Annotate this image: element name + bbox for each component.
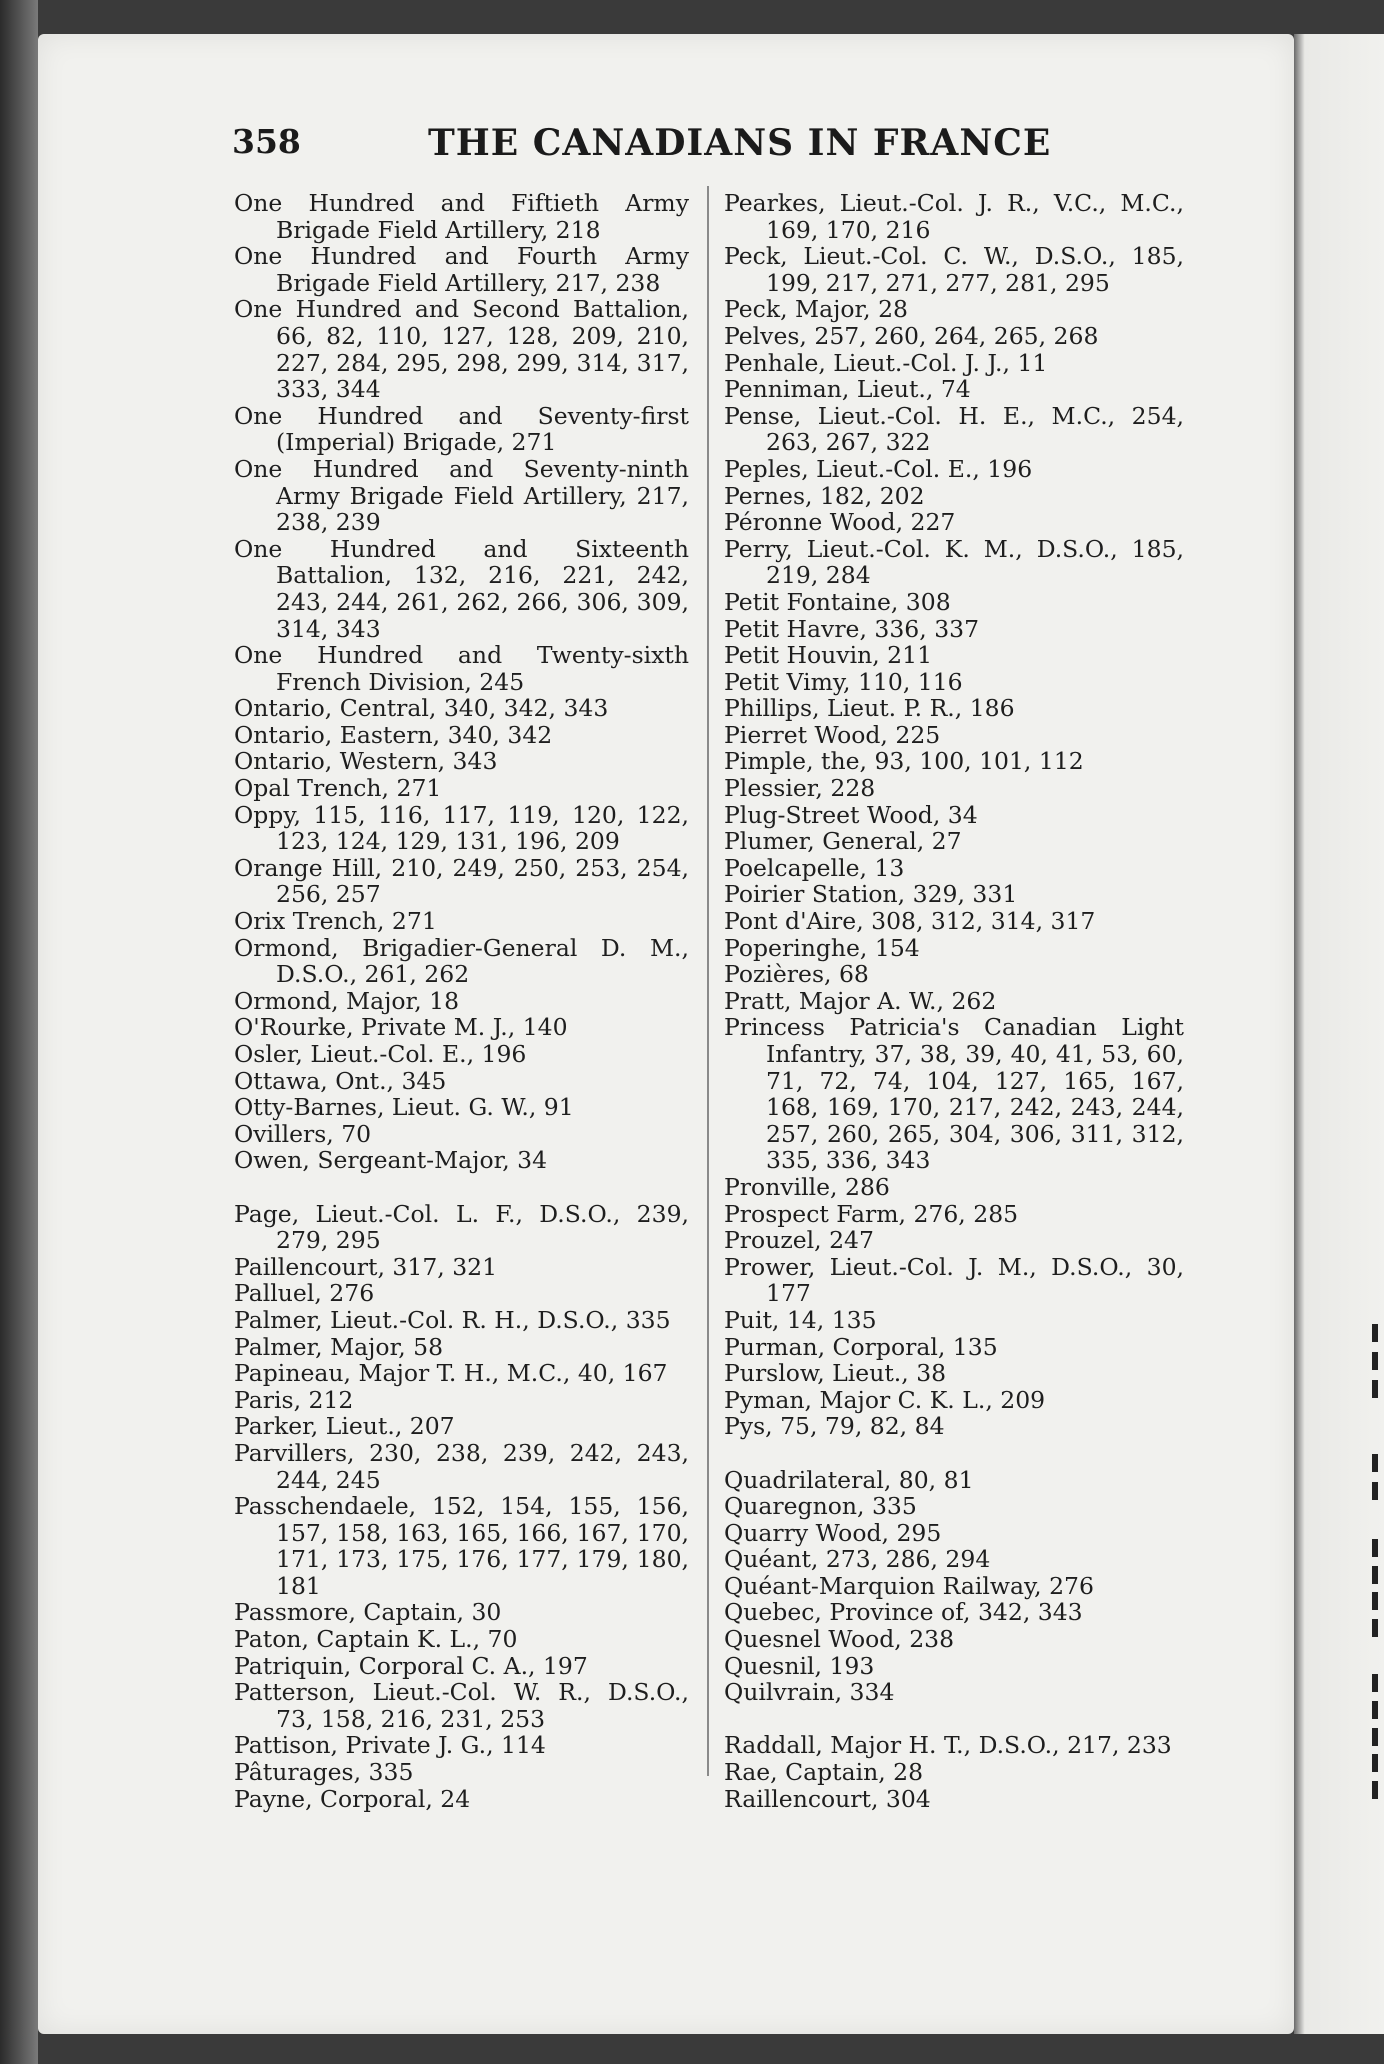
index-entry: Quarry Wood, 295 <box>724 1518 942 1547</box>
index-entry: Petit Havre, 336, 337 <box>724 614 980 643</box>
index-entry: Quéant-Marquion Railway, 276 <box>724 1571 1094 1600</box>
facing-page-edge <box>1294 34 1384 2034</box>
index-entry: Pierret Wood, 225 <box>724 720 941 749</box>
book-spine-edge <box>0 0 38 2064</box>
index-entry: Purslow, Lieut., 38 <box>724 1359 947 1388</box>
facing-page-text-fragment <box>1372 1619 1378 1637</box>
index-entry: Pattison, Private J. G., 114 <box>234 1731 546 1760</box>
index-entry: Quadrilateral, 80, 81 <box>724 1465 974 1494</box>
index-entry: Papineau, Major T. H., M.C., 40, 167 <box>234 1359 668 1388</box>
index-entry: Pratt, Major A. W., 262 <box>724 986 997 1015</box>
index-entry: Orix Trench, 271 <box>234 907 437 936</box>
index-entry: Princess Patricia's Canadian Light Infantry, 37, 38, 39, 40, 41, 53, 60, 71, 72, 74, 104, 127, 165, 167, 168, 169, 170, 217, 242, 243, 244, 257, 260, 265, 304, 306, 311, 312, 335, 336, 343 <box>724 1013 1184 1175</box>
facing-page-text-fragment <box>1372 1454 1378 1472</box>
facing-page-text-fragment <box>1372 1781 1378 1799</box>
index-entry: Quebec, Province of, 342, 343 <box>724 1598 1083 1627</box>
index-entry: Puit, 14, 135 <box>724 1305 877 1334</box>
index-column-left <box>234 190 689 1812</box>
index-entry: Plessier, 228 <box>724 774 876 803</box>
index-entry: One Hundred and Sixteenth Battalion, 132, 216, 221, 242, 243, 244, 261, 262, 266, 306, 309, 314, 343 <box>234 534 689 643</box>
column-divider <box>707 186 709 1776</box>
index-entry: One Hundred and Second Battalion, 66, 82, 110, 127, 128, 209, 210, 227, 284, 295, 298, 299, 314, 317, 333, 344 <box>234 295 689 404</box>
index-entry: Pimple, the, 93, 100, 101, 112 <box>724 747 1084 776</box>
index-entry: Prouzel, 247 <box>724 1226 874 1255</box>
section-gap <box>724 1440 1184 1467</box>
index-entry: Penniman, Lieut., 74 <box>724 375 971 404</box>
section-gap <box>724 1706 1184 1733</box>
index-entry: Purman, Corporal, 135 <box>724 1332 998 1361</box>
index-entry: Ottawa, Ont., 345 <box>234 1066 447 1095</box>
facing-page-text-fragment <box>1372 1380 1378 1398</box>
index-entry: Poelcapelle, 13 <box>724 853 905 882</box>
section-gap <box>234 1174 689 1201</box>
index-entry: Pernes, 182, 202 <box>724 481 925 510</box>
index-entry: Palluel, 276 <box>234 1279 375 1308</box>
index-entry: Palmer, Lieut.-Col. R. H., D.S.O., 335 <box>234 1305 671 1334</box>
index-entry: Petit Houvin, 211 <box>724 641 933 670</box>
facing-page-text-fragment <box>1372 1352 1378 1370</box>
index-entry: Quéant, 273, 286, 294 <box>724 1545 991 1574</box>
index-entry: Paton, Captain K. L., 70 <box>234 1625 518 1654</box>
index-entry: Pont d'Aire, 308, 312, 314, 317 <box>724 907 1096 936</box>
index-entry: Ovillers, 70 <box>234 1119 372 1148</box>
index-entry: Paillencourt, 317, 321 <box>234 1252 498 1281</box>
index-entry: Page, Lieut.-Col. L. F., D.S.O., 239, 279, 295 <box>234 1199 689 1255</box>
page-header <box>232 122 1052 166</box>
index-entry: Pâturages, 335 <box>234 1758 414 1787</box>
index-entry: Quesnil, 193 <box>724 1651 875 1680</box>
facing-page-text-fragment <box>1372 1324 1378 1342</box>
facing-page-text-fragment <box>1372 1592 1378 1610</box>
index-entry: Ormond, Major, 18 <box>234 986 460 1015</box>
index-entry: Palmer, Major, 58 <box>234 1332 444 1361</box>
index-entry: Ontario, Western, 343 <box>234 747 498 776</box>
index-entry: Peck, Major, 28 <box>724 295 909 324</box>
index-entry: Petit Vimy, 110, 116 <box>724 667 963 696</box>
index-entry: One Hundred and Fourth Army Brigade Field Artillery, 217, 238 <box>234 242 689 297</box>
index-entry: Patriquin, Corporal C. A., 197 <box>234 1651 588 1680</box>
index-entry: Pyman, Major C. K. L., 209 <box>724 1385 1046 1414</box>
facing-page-text-fragment <box>1372 1539 1378 1557</box>
index-entry: Poirier Station, 329, 331 <box>724 880 1018 909</box>
index-entry: Péronne Wood, 227 <box>724 508 956 537</box>
index-entry: Pozières, 68 <box>724 960 869 989</box>
index-entry: Rae, Captain, 28 <box>724 1758 924 1787</box>
index-entry: Prospect Farm, 276, 285 <box>724 1199 1019 1228</box>
index-entry: Payne, Corporal, 24 <box>234 1784 471 1813</box>
index-entry: Pense, Lieut.-Col. H. E., M.C., 254, 263, 267, 322 <box>724 401 1184 457</box>
index-entry: One Hundred and Seventy-first (Imperial) Brigade, 271 <box>234 401 689 457</box>
index-entry: One Hundred and Seventy-ninth Army Brigade Field Artillery, 217, 238, 239 <box>234 454 689 537</box>
index-entry: Poperinghe, 154 <box>724 933 920 962</box>
index-entry: Pronville, 286 <box>724 1172 890 1201</box>
index-entry: One Hundred and Fiftieth Army Brigade Field Artillery, 218 <box>234 189 689 244</box>
index-entry: Prower, Lieut.-Col. J. M., D.S.O., 30, 177 <box>724 1252 1184 1308</box>
facing-page-text-fragment <box>1372 1754 1378 1772</box>
index-entry: Plumer, General, 27 <box>724 827 962 856</box>
index-entry: Paris, 212 <box>234 1385 354 1414</box>
index-entry: Peples, Lieut.-Col. E., 196 <box>724 454 1033 483</box>
index-entry: Pys, 75, 79, 82, 84 <box>724 1412 945 1441</box>
facing-page-text-fragment <box>1372 1728 1378 1746</box>
running-title: THE CANADIANS IN FRANCE <box>428 122 1052 164</box>
index-entry: Peck, Lieut.-Col. C. W., D.S.O., 185, 199, 217, 271, 277, 281, 295 <box>724 242 1184 297</box>
index-column-right <box>724 190 1184 1812</box>
index-entry: Quilvrain, 334 <box>724 1678 895 1707</box>
index-entry: Patterson, Lieut.-Col. W. R., D.S.O., 73, 158, 216, 231, 253 <box>234 1678 689 1733</box>
index-entry: Ormond, Brigadier-General D. M., D.S.O., 261, 262 <box>234 933 689 989</box>
facing-page-text-fragment <box>1372 1701 1378 1719</box>
index-entry: Opal Trench, 271 <box>234 774 442 803</box>
index-entry: Owen, Sergeant-Major, 34 <box>234 1146 548 1175</box>
index-entry: Perry, Lieut.-Col. K. M., D.S.O., 185, 219, 284 <box>724 534 1184 590</box>
index-entry: Otty-Barnes, Lieut. G. W., 91 <box>234 1093 574 1122</box>
index-entry: Oppy, 115, 116, 117, 119, 120, 122, 123, 124, 129, 131, 196, 209 <box>234 800 689 856</box>
index-entry: Parvillers, 230, 238, 239, 242, 243, 244, 245 <box>234 1438 689 1494</box>
index-entry: Passmore, Captain, 30 <box>234 1598 502 1627</box>
index-entry: O'Rourke, Private M. J., 140 <box>234 1013 568 1042</box>
page-number: 358 <box>232 122 301 161</box>
index-entry: Ontario, Eastern, 340, 342 <box>234 720 553 749</box>
index-entry: One Hundred and Twenty-sixth French Division, 245 <box>234 641 689 696</box>
index-entry: Raillencourt, 304 <box>724 1784 931 1813</box>
index-entry: Passchendaele, 152, 154, 155, 156, 157, 158, 163, 165, 166, 167, 170, 171, 173, 175, 176, 177, 179, 180, 181 <box>234 1492 689 1600</box>
index-entry: Parker, Lieut., 207 <box>234 1412 455 1441</box>
index-entry: Orange Hill, 210, 249, 250, 253, 254, 256, 257 <box>234 853 689 909</box>
index-entry: Raddall, Major H. T., D.S.O., 217, 233 <box>724 1731 1172 1760</box>
index-entry: Pelves, 257, 260, 264, 265, 268 <box>724 321 1099 350</box>
facing-page-text-fragment <box>1372 1566 1378 1584</box>
facing-page-text-fragment <box>1372 1482 1378 1500</box>
facing-page-text-fragment <box>1372 1674 1378 1692</box>
index-entry: Phillips, Lieut. P. R., 186 <box>724 694 1015 723</box>
index-entry: Quaregnon, 335 <box>724 1492 917 1521</box>
index-entry: Osler, Lieut.-Col. E., 196 <box>234 1040 527 1068</box>
index-entry: Quesnel Wood, 238 <box>724 1625 955 1654</box>
index-entry: Petit Fontaine, 308 <box>724 587 951 616</box>
index-entry: Plug-Street Wood, 34 <box>724 800 978 829</box>
index-entry: Penhale, Lieut.-Col. J. J., 11 <box>724 348 1048 377</box>
index-entry: Pearkes, Lieut.-Col. J. R., V.C., M.C., 169, 170, 216 <box>724 189 1184 244</box>
index-entry: Ontario, Central, 340, 342, 343 <box>234 694 609 723</box>
